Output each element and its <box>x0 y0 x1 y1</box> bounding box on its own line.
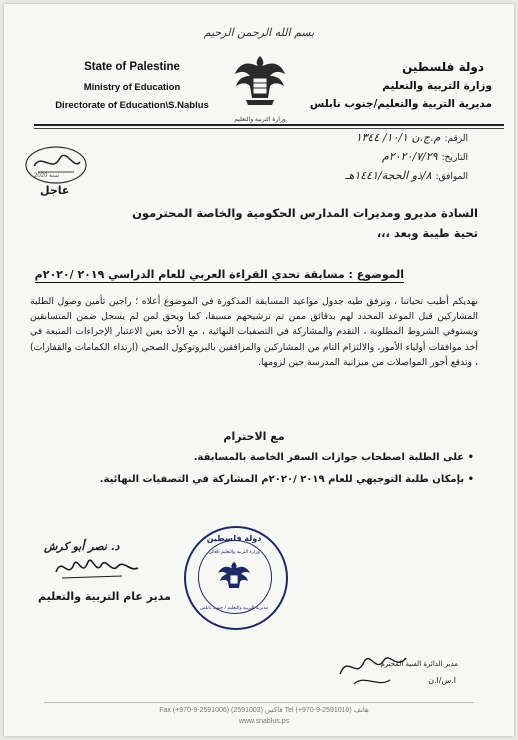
urgent-label: عاجل <box>40 184 70 197</box>
letter-page <box>4 4 514 736</box>
subject-line: الموضوع : مسابقة تحدي القراءة العربي للعام الدراسي ٢٠١٩ /٢٠٢٠م <box>34 268 404 281</box>
footer-rule <box>44 702 474 703</box>
date-value: ٢٠٢٠/٧/٢٩م <box>382 150 438 163</box>
closing: مع الاحترام <box>223 430 285 443</box>
greeting: تحية طيبة وبعد ،،، <box>376 226 478 240</box>
ref-value: م.ج.ن ١٠/١/ ١٣٤٤ <box>355 131 441 144</box>
addressee: السادة مديرو ومديرات المدارس الحكومية والخاصة المحترمون <box>132 206 478 220</box>
official-stamp-icon <box>184 526 288 630</box>
letterhead-en-state: State of Palestine <box>84 61 180 73</box>
urgent-stamp-text: سنة 2020 <box>34 173 60 179</box>
footer-contact: Fax (+970-9-2591006) فاكس (2591003) Tel (+970-9-2591010) هاتف <box>159 707 369 714</box>
letterhead-en-ministry: Ministry of Education <box>83 82 181 93</box>
date-line <box>382 150 468 163</box>
ref-number <box>356 131 468 144</box>
stamp-bottom-text: مديرية التربية والتعليم / جنوب نابلس <box>199 606 269 611</box>
letterhead-ar-ministry: وزارة التربية والتعليم <box>382 80 492 92</box>
letterhead-ar-directorate: مديرية التربية والتعليم/جنوب نابلس <box>309 98 492 110</box>
letterhead-ar-state: دولة فلسطين <box>402 60 484 74</box>
footer-website: www.snablus.ps <box>238 718 290 725</box>
date-label: التاريخ: <box>441 153 468 163</box>
bullet-dot: • <box>464 452 474 463</box>
bullet-text: بإمكان طلبة التوجيهي للعام ٢٠١٩ /٢٠٢٠م المشاركة في التصفيات النهائية. <box>99 474 465 485</box>
header-rule-thin <box>34 128 504 129</box>
basmala: بسم الله الرحمن الرحيم <box>203 26 315 39</box>
hijri-label: الموافق: <box>435 172 468 182</box>
hijri-value: ٨/ذو الحجة/١٤٤١هـ <box>345 169 432 182</box>
stamp-top-text: دولة فلسطين <box>206 534 262 543</box>
cc-line-2: ا.س/ا.ن <box>428 676 456 685</box>
body-paragraph: نهديكم أطيب تحياتنا ، ونرفق طيه جدول مواعيد المسابقة المذكورة في الموضوع أعلاه ؛ راجين تأمين وصول الطلبة المشاركين قبل الموعد المحدد لهم بدقائق ممن تم ترشيحهم مسبقا، كما ويحق لمن لم يسجل ضمن المتسابقين ويستوفي الشروط المطلوبة ، التقدم والمشاركة في التصفيات النهائية ، مع الأخذ بعين الاعتبار الإجراءات المتبعة في أخذ موافقات أولياء الأمور، والالتزام التام من المشاركين والمرافقين بالبروتوكول الصحي (ارتداء الكمامات والقفازات) ، وتدفع أجور المواصلات من ميزانية المدرسة حين لزومها. <box>30 296 478 368</box>
signatory-title: مدير عام التربية والتعليم <box>38 590 171 603</box>
handwritten-signature-icon <box>52 552 142 584</box>
ref-label: الرقم: <box>444 134 468 144</box>
header-rule <box>34 124 504 126</box>
stamp-ring-text: وزارة التربية والتعليم العالي <box>208 550 260 555</box>
bullet-item <box>194 452 474 463</box>
bullet-dot: • <box>464 474 474 485</box>
cc-signature-icon <box>334 644 414 694</box>
bullet-item <box>100 474 474 485</box>
bullet-text: على الطلبة اصطحاب جوازات السفر الخاصة بالمسابقة. <box>193 452 465 463</box>
hijri-line <box>345 169 468 182</box>
cc-line-1: مدير الدائرة الفنية المحترم <box>380 660 458 668</box>
urgent-stamp-icon <box>24 144 88 186</box>
letterhead-en-directorate: Directorate of Education\S.Nablus <box>55 100 209 111</box>
signatory-name: د. نصر أبو كرش <box>44 540 120 553</box>
eagle-emblem-icon <box>230 50 290 116</box>
emblem-caption: وزارة التربية والتعليم <box>234 116 286 123</box>
